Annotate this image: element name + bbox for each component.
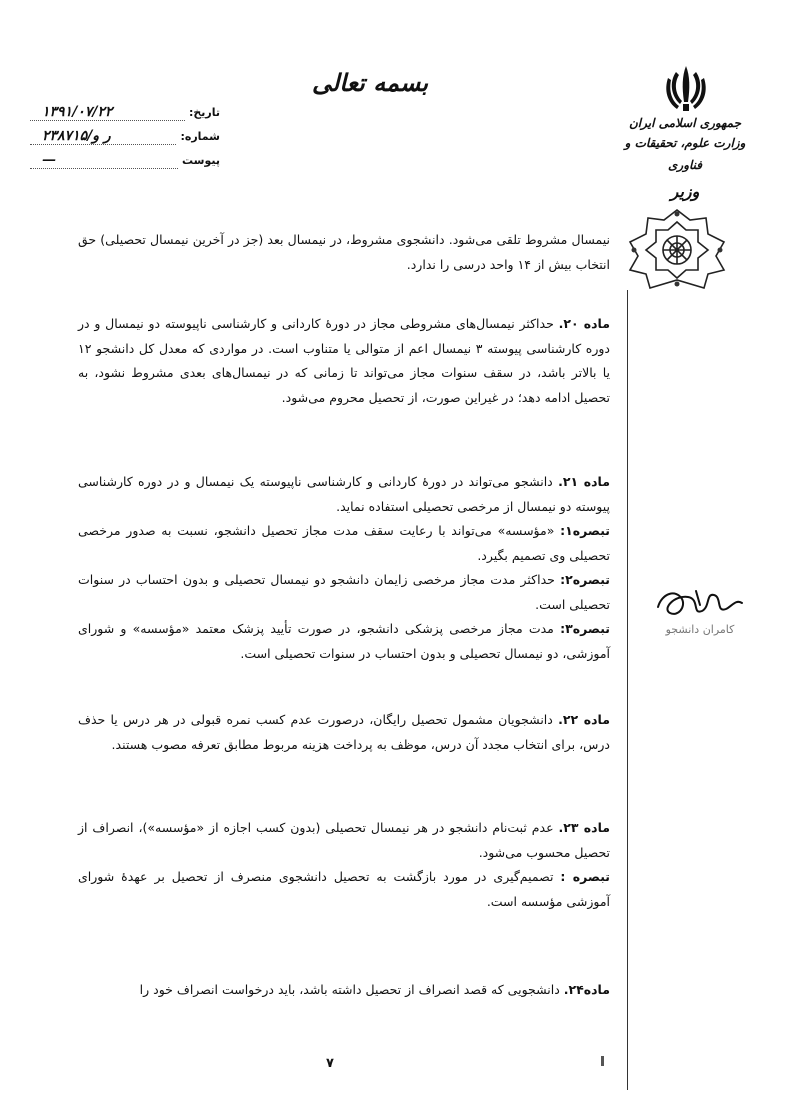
article-title: ماده ۲۰. [558, 316, 610, 331]
date-label: تاریخ: [188, 106, 220, 119]
org-ministry: وزارت علوم، تحقیقات و فناوری [624, 136, 746, 172]
number-value: ۲۳۸۷۱۵/ر و [30, 128, 176, 145]
scan-mark [601, 1056, 604, 1066]
article-p0 [78, 228, 610, 277]
note-title: تبصره۲: [560, 572, 610, 587]
date-row [30, 104, 220, 128]
article-text: دانشجو می‌تواند در دورهٔ کاردانی و کارشناسی ناپیوسته یک نیمسال و در دوره کارشناسی پیوسته دو نیمسال از مرخصی تحصیلی استفاده نماید. [78, 474, 610, 514]
article-text: دانشجویی که قصد انصراف از تحصیل داشته باشد، باید درخواست انصراف خود را [139, 982, 564, 997]
signature-icon [652, 585, 747, 625]
article-title: ماده ۲۱. [558, 474, 610, 489]
article-text: حداکثر نیمسال‌های مشروطی مجاز در دورهٔ کاردانی و کارشناسی ناپیوسته دو نیمسال و در دوره کارشناسی پیوسته ۳ نیمسال اعم از متوالی یا متناوب است. در مواردی که معدل کل دانشجو ۱۲ یا بالاتر باشد، در سقف سنوات مجاز می‌تواند تا زمانی که در نیمسال‌های بعدی مشروط نشود، به تحصیل ادامه دهد؛ در غیراین صورت، از تحصیل محروم می‌شود. [78, 316, 610, 405]
article-24 [78, 978, 610, 1003]
article-text: عدم ثبت‌نام دانشجو در هر نیمسال تحصیلی (بدون کسب اجازه از «مؤسسه»)، انصراف از تحصیل محسوب می‌شود. [78, 820, 610, 860]
article-text: دانشجویان مشمول تحصیل رایگان، درصورت عدم کسب نمره قبولی در هر درس یا حذف درس، برای انتخاب مجدد آن درس، موظف به پرداخت هزینه مربوط مطابق تعرفه مصوب هستند. [78, 712, 610, 752]
date-value: ۱۳۹۱/۰۷/۲۲ [30, 104, 185, 121]
article-21 [78, 470, 610, 666]
article-title: ماده ۲۳. [558, 820, 610, 835]
number-label: شماره: [180, 130, 220, 143]
attachment-value: — [30, 152, 178, 169]
note-text: «مؤسسه» می‌تواند با رعایت سقف مدت مجاز تحصیل دانشجو، نسبت به صدور مرخصی تحصیلی وی تصمیم بگیرد. [78, 523, 610, 563]
organization-block [610, 114, 760, 208]
org-title: وزیر [670, 182, 700, 201]
attachment-label: پیوست [182, 154, 220, 167]
islamic-ornament-icon [624, 208, 730, 290]
signature-caption: کامران دانشجو [665, 623, 735, 636]
article-20 [78, 312, 610, 410]
article-title: ماده۲۴. [563, 982, 610, 997]
note-title: تبصره۱: [560, 523, 610, 538]
paragraph-text: نیمسال مشروط تلقی می‌شود. دانشجوی مشروط، در نیمسال بعد (جز در آخرین نیمسال تحصیلی) حق انتخاب بیش از ۱۴ واحد درسی را ندارد. [78, 232, 610, 272]
number-row [30, 128, 220, 152]
note-title: تبصره۳: [560, 621, 610, 636]
iran-emblem-icon [663, 62, 709, 114]
article-22 [78, 708, 610, 757]
org-country: جمهوری اسلامی ایران [628, 116, 742, 130]
note-text: حداکثر مدت مجاز مرخصی زایمان دانشجو دو نیمسال تحصیلی و بدون احتساب در سنوات تحصیلی است. [78, 572, 610, 612]
attachment-row [30, 152, 220, 176]
letter-meta [30, 104, 220, 176]
page-number: ۷ [326, 1056, 334, 1071]
article-23 [78, 816, 610, 914]
article-title: ماده ۲۲. [558, 712, 610, 727]
note-title: تبصره : [560, 869, 610, 884]
bismillah-heading: بسمه تعالی [311, 68, 429, 97]
note-text: مدت مجاز مرخصی پزشکی دانشجو، در صورت تأیید پزشک معتمد «مؤسسه» و شورای آموزشی، دو نیمسال تحصیلی و بدون احتساب در سنوات تحصیلی است. [78, 621, 610, 661]
vertical-rule [627, 290, 628, 1090]
note-text: تصمیم‌گیری در مورد بازگشت به تحصیل دانشجوی منصرف از تحصیل بر عهدهٔ شورای آموزشی مؤسسه است. [78, 869, 610, 909]
